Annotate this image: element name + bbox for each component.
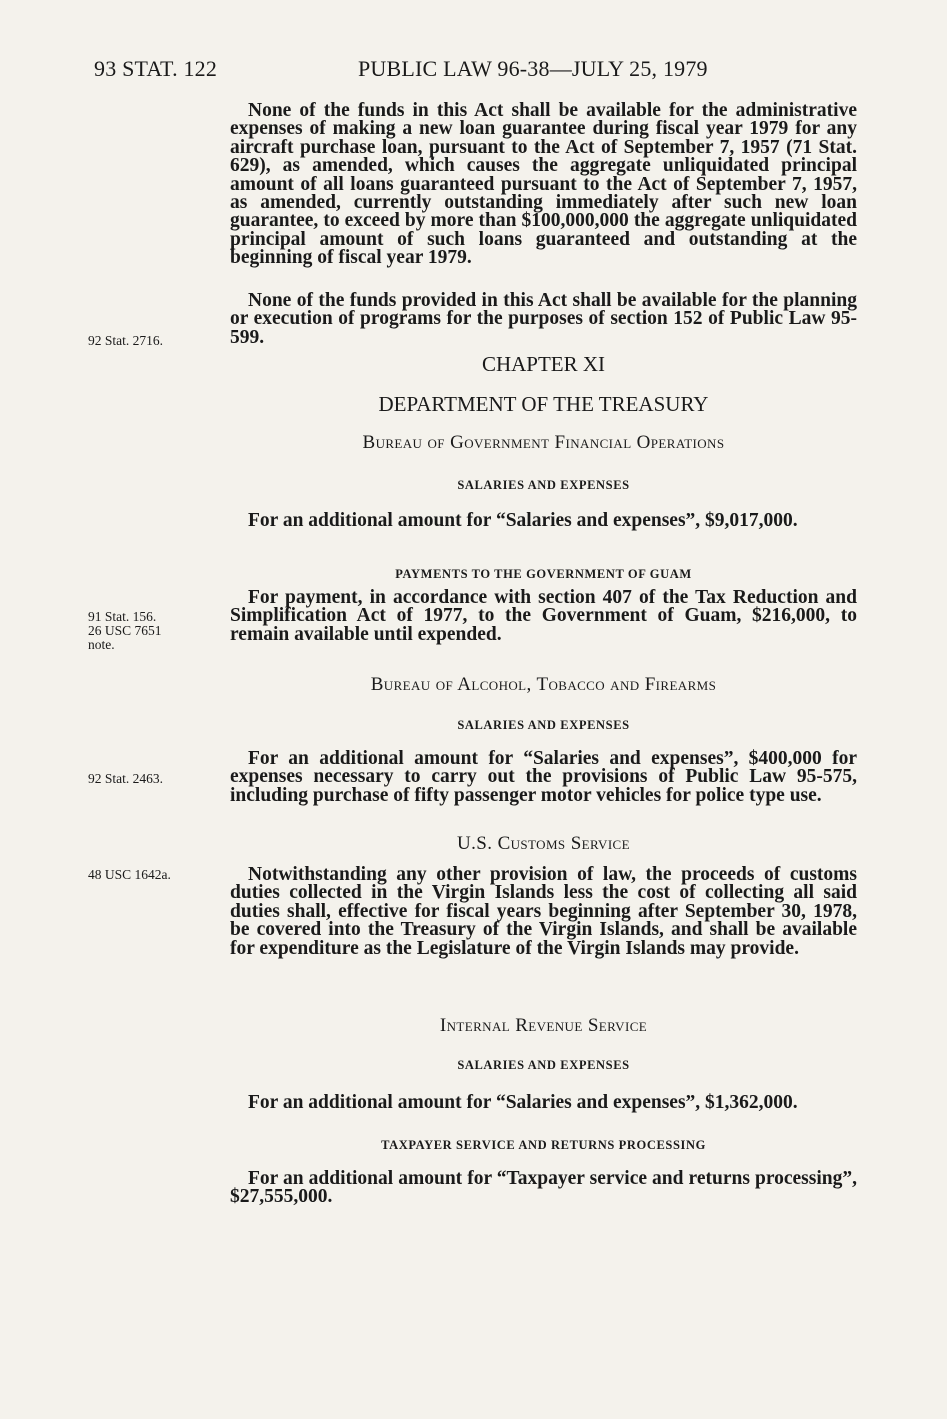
- irs-heading: Internal Revenue Service: [439, 1015, 648, 1036]
- paragraph-guam-payment: For payment, in accordance with section 407 of the Tax Reduction and Simplification Act of 1977, to the Government of Guam, $216,000, to remain available until expended.: [230, 587, 857, 645]
- subheading-guam: PAYMENTS TO THE GOVERNMENT OF GUAM: [395, 567, 692, 581]
- paragraph-section-152: None of the funds provided in this Act shall be available for the planning or execution of programs for the purposes of section 152 of Public Law 95-599.: [230, 290, 857, 348]
- margin-note-92-stat-2716: 92 Stat. 2716.: [88, 333, 164, 348]
- department-heading: DEPARTMENT OF THE TREASURY: [378, 392, 709, 416]
- paragraph-gfo-salaries: For an additional amount for “Salaries and expenses”, $9,017,000.: [248, 510, 798, 531]
- subheading-salaries-3: SALARIES AND EXPENSES: [457, 1058, 630, 1072]
- customs-heading: U.S. Customs Service: [457, 833, 630, 854]
- subheading-salaries-2: SALARIES AND EXPENSES: [457, 718, 630, 732]
- page-title: PUBLIC LAW 96-38—JULY 25, 1979: [358, 56, 708, 81]
- subheading-salaries-1: SALARIES AND EXPENSES: [457, 478, 630, 492]
- bureau-heading-gfo: Bureau of Government Financial Operations: [362, 432, 725, 453]
- paragraph-virgin-islands: Notwithstanding any other provision of law, the proceeds of customs duties collected in the Virgin Islands less the cost of collecting all said duties shall, effective for fiscal years beginning after September 30, 1978, be covered into the Treasury of the Virgin Islands, and shall be available for expenditure as the Legislature of the Virgin Islands may provide.: [230, 864, 857, 959]
- subheading-taxpayer-service: TAXPAYER SERVICE AND RETURNS PROCESSING: [381, 1138, 706, 1152]
- paragraph-aircraft-loan: None of the funds in this Act shall be available for the administrative expenses of making a new loan guarantee during fiscal year 1979 for any aircraft purchase loan, pursuant to the Act of September 7, 1957 (71 Stat. 629), as amended, which causes the aggregate unliquidated principal amount of all loans guaranteed pursuant to the Act of September 7, 1957, as amended, currently outstanding immediately after such new loan guarantee, to exceed by more than $100,000,000 the aggregate unliquidated principal amount of such loans guaranteed and outstanding at the beginning of fiscal year 1979.: [230, 100, 857, 269]
- chapter-heading: CHAPTER XI: [481, 352, 606, 376]
- paragraph-atf-salaries: For an additional amount for “Salaries and expenses”, $400,000 for expenses necessary to carry out the provisions of Public Law 95-575, including purchase of fifty passenger motor vehicles for police type use.: [230, 748, 857, 806]
- paragraph-taxpayer-service: For an additional amount for “Taxpayer service and returns processing”, $27,555,000.: [230, 1168, 857, 1208]
- margin-note-91-stat-156: 91 Stat. 156. 26 USC 7651 note.: [88, 609, 162, 652]
- paragraph-irs-salaries: For an additional amount for “Salaries and expenses”, $1,362,000.: [248, 1092, 798, 1113]
- page-reference: 93 STAT. 122: [94, 56, 218, 81]
- margin-note-92-stat-2463: 92 Stat. 2463.: [88, 771, 164, 786]
- margin-note-48-usc-1642a: 48 USC 1642a.: [88, 867, 171, 882]
- bureau-heading-atf: Bureau of Alcohol, Tobacco and Firearms: [370, 674, 717, 695]
